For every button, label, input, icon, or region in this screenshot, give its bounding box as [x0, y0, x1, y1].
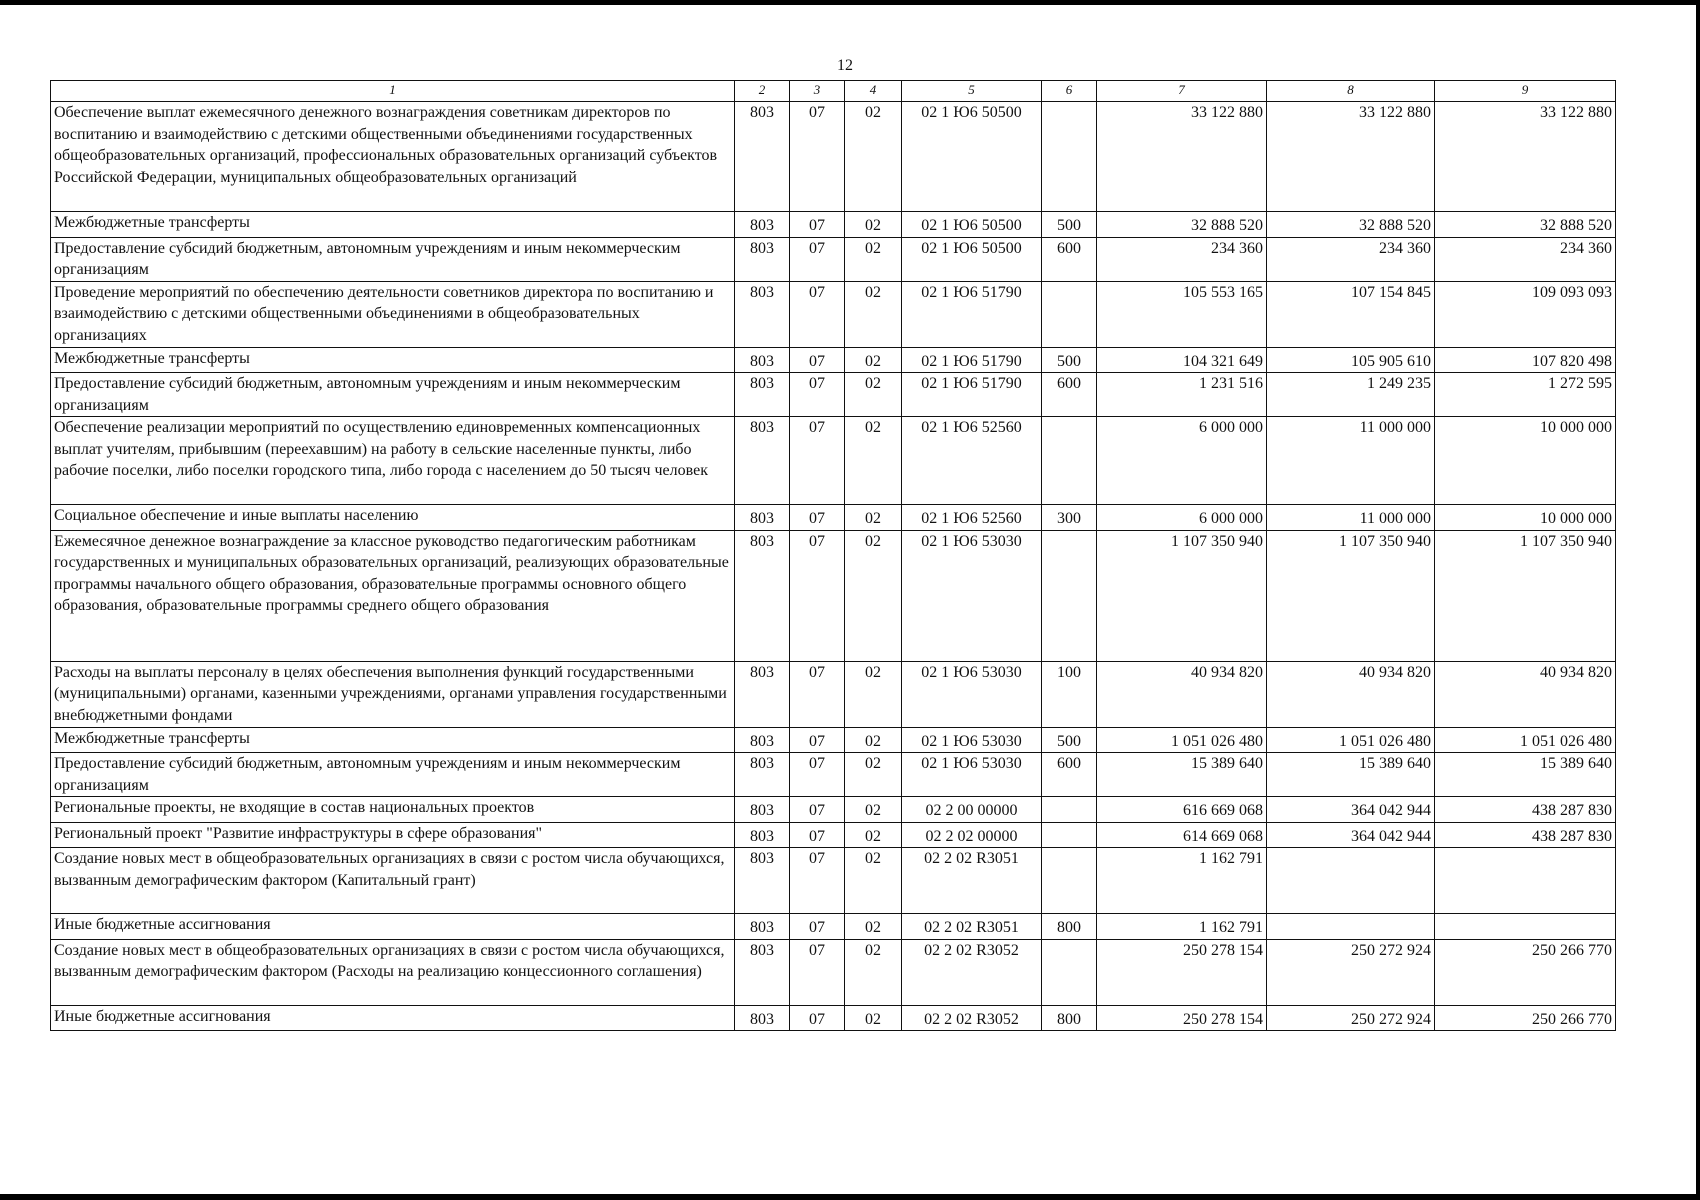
code-gr: 803: [735, 281, 790, 347]
amount-col7: 234 360: [1097, 237, 1267, 281]
amount-col7: 32 888 520: [1097, 212, 1267, 238]
code-rz: 07: [790, 102, 845, 212]
code-pr: 02: [845, 661, 902, 727]
table-row: [51, 347, 1616, 373]
code-vr: [1042, 530, 1097, 661]
row-description: Проведение мероприятий по обеспечению деятельности советников директора по воспитанию и взаимодействию с детскими общественными объединениями в общеобразовательных организациях: [51, 281, 735, 347]
amount-col9: 10 000 000: [1435, 417, 1616, 505]
table-row: [51, 417, 1616, 505]
code-gr: 803: [735, 417, 790, 505]
header-row: [51, 81, 1616, 102]
code-vr: [1042, 848, 1097, 914]
code-gr: 803: [735, 347, 790, 373]
code-pr: 02: [845, 281, 902, 347]
code-vr: 500: [1042, 347, 1097, 373]
amount-col7: 616 669 068: [1097, 797, 1267, 823]
amount-col7: 614 669 068: [1097, 822, 1267, 848]
code-pr: 02: [845, 822, 902, 848]
code-vr: [1042, 281, 1097, 347]
amount-col7: 105 553 165: [1097, 281, 1267, 347]
amount-col9: 15 389 640: [1435, 753, 1616, 797]
amount-col8: 107 154 845: [1267, 281, 1435, 347]
code-pr: 02: [845, 102, 902, 212]
amount-col8: 364 042 944: [1267, 822, 1435, 848]
table-row: [51, 237, 1616, 281]
code-pr: 02: [845, 373, 902, 417]
code-gr: 803: [735, 102, 790, 212]
code-csr: 02 2 00 00000: [902, 797, 1042, 823]
table-row: [51, 505, 1616, 531]
table-row: [51, 797, 1616, 823]
amount-col7: 1 107 350 940: [1097, 530, 1267, 661]
code-rz: 07: [790, 347, 845, 373]
code-rz: 07: [790, 661, 845, 727]
amount-col9: 438 287 830: [1435, 797, 1616, 823]
code-pr: 02: [845, 848, 902, 914]
code-csr: 02 1 Ю6 53030: [902, 661, 1042, 727]
code-rz: 07: [790, 822, 845, 848]
code-pr: 02: [845, 417, 902, 505]
table-row: [51, 661, 1616, 727]
amount-col9: 1 051 026 480: [1435, 727, 1616, 753]
row-description: Социальное обеспечение и иные выплаты населению: [51, 505, 735, 531]
amount-col8: 250 272 924: [1267, 939, 1435, 1005]
row-description: Предоставление субсидий бюджетным, автономным учреждениям и иным некоммерческим организациям: [51, 237, 735, 281]
code-pr: 02: [845, 727, 902, 753]
table-body: [51, 102, 1616, 1031]
row-description: Обеспечение реализации мероприятий по осуществлению единовременных компенсационных выплат учителям, прибывшим (переехавшим) на работу в сельские населенные пункты, либо рабочие поселки, либо поселки городского типа, либо города с населением до 50 тысяч человек: [51, 417, 735, 505]
code-gr: 803: [735, 914, 790, 940]
code-rz: 07: [790, 753, 845, 797]
amount-col7: 6 000 000: [1097, 417, 1267, 505]
column-header-3: 3: [790, 81, 845, 102]
code-csr: 02 1 Ю6 51790: [902, 347, 1042, 373]
scan-border-top: [0, 0, 1700, 5]
code-csr: 02 1 Ю6 52560: [902, 505, 1042, 531]
code-gr: 803: [735, 212, 790, 238]
code-vr: 600: [1042, 237, 1097, 281]
column-header-4: 4: [845, 81, 902, 102]
code-csr: 02 1 Ю6 53030: [902, 530, 1042, 661]
amount-col8: 250 272 924: [1267, 1005, 1435, 1031]
table-row: [51, 753, 1616, 797]
amount-col7: 250 278 154: [1097, 939, 1267, 1005]
row-description: Региональный проект "Развитие инфраструктуры в сфере образования": [51, 822, 735, 848]
amount-col8: 1 051 026 480: [1267, 727, 1435, 753]
code-pr: 02: [845, 530, 902, 661]
code-csr: 02 2 02 R3051: [902, 848, 1042, 914]
amount-col8: 11 000 000: [1267, 505, 1435, 531]
amount-col8: 11 000 000: [1267, 417, 1435, 505]
amount-col7: 33 122 880: [1097, 102, 1267, 212]
column-header-8: 8: [1267, 81, 1435, 102]
row-description: Предоставление субсидий бюджетным, автономным учреждениям и иным некоммерческим организациям: [51, 373, 735, 417]
amount-col7: 15 389 640: [1097, 753, 1267, 797]
scan-border-right: [1696, 0, 1700, 1200]
code-pr: 02: [845, 212, 902, 238]
code-csr: 02 1 Ю6 53030: [902, 753, 1042, 797]
code-pr: 02: [845, 505, 902, 531]
code-rz: 07: [790, 530, 845, 661]
page-number: 12: [837, 57, 853, 74]
code-rz: 07: [790, 237, 845, 281]
table-row: [51, 939, 1616, 1005]
amount-col9: 234 360: [1435, 237, 1616, 281]
amount-col9: 438 287 830: [1435, 822, 1616, 848]
code-csr: 02 1 Ю6 51790: [902, 281, 1042, 347]
row-description: Межбюджетные трансферты: [51, 727, 735, 753]
code-gr: 803: [735, 530, 790, 661]
amount-col7: 1 162 791: [1097, 914, 1267, 940]
code-csr: 02 2 02 00000: [902, 822, 1042, 848]
amount-col9: 107 820 498: [1435, 347, 1616, 373]
table-row: [51, 914, 1616, 940]
code-csr: 02 1 Ю6 52560: [902, 417, 1042, 505]
amount-col8: 105 905 610: [1267, 347, 1435, 373]
code-csr: 02 1 Ю6 53030: [902, 727, 1042, 753]
code-gr: 803: [735, 237, 790, 281]
code-vr: [1042, 797, 1097, 823]
amount-col9: 250 266 770: [1435, 1005, 1616, 1031]
code-rz: 07: [790, 281, 845, 347]
code-rz: 07: [790, 417, 845, 505]
code-csr: 02 2 02 R3051: [902, 914, 1042, 940]
budget-table: [50, 80, 1616, 1031]
row-description: Создание новых мест в общеобразовательных организациях в связи с ростом числа обучающихся, вызванным демографическим фактором (Расходы на реализацию концессионного соглашения): [51, 939, 735, 1005]
table-row: [51, 212, 1616, 238]
code-csr: 02 2 02 R3052: [902, 1005, 1042, 1031]
amount-col9: 1 272 595: [1435, 373, 1616, 417]
amount-col8: 1 249 235: [1267, 373, 1435, 417]
table-row: [51, 848, 1616, 914]
row-description: Межбюджетные трансферты: [51, 212, 735, 238]
amount-col8: 40 934 820: [1267, 661, 1435, 727]
code-vr: 300: [1042, 505, 1097, 531]
code-csr: 02 1 Ю6 51790: [902, 373, 1042, 417]
amount-col8: [1267, 914, 1435, 940]
column-header-5: 5: [902, 81, 1042, 102]
column-header-7: 7: [1097, 81, 1267, 102]
amount-col7: 104 321 649: [1097, 347, 1267, 373]
amount-col9: 32 888 520: [1435, 212, 1616, 238]
code-pr: 02: [845, 797, 902, 823]
code-vr: 600: [1042, 753, 1097, 797]
code-gr: 803: [735, 727, 790, 753]
code-rz: 07: [790, 373, 845, 417]
row-description: Межбюджетные трансферты: [51, 347, 735, 373]
code-rz: 07: [790, 1005, 845, 1031]
code-rz: 07: [790, 939, 845, 1005]
amount-col8: 32 888 520: [1267, 212, 1435, 238]
code-vr: [1042, 102, 1097, 212]
amount-col9: 33 122 880: [1435, 102, 1616, 212]
code-pr: 02: [845, 347, 902, 373]
code-rz: 07: [790, 212, 845, 238]
amount-col7: 6 000 000: [1097, 505, 1267, 531]
code-vr: 100: [1042, 661, 1097, 727]
amount-col7: 250 278 154: [1097, 1005, 1267, 1031]
code-csr: 02 1 Ю6 50500: [902, 102, 1042, 212]
row-description: Региональные проекты, не входящие в состав национальных проектов: [51, 797, 735, 823]
amount-col7: 40 934 820: [1097, 661, 1267, 727]
code-gr: 803: [735, 797, 790, 823]
column-header-2: 2: [735, 81, 790, 102]
amount-col7: 1 231 516: [1097, 373, 1267, 417]
amount-col9: [1435, 848, 1616, 914]
table-row: [51, 822, 1616, 848]
code-vr: 500: [1042, 212, 1097, 238]
amount-col9: 109 093 093: [1435, 281, 1616, 347]
row-description: Иные бюджетные ассигнования: [51, 1005, 735, 1031]
amount-col9: 1 107 350 940: [1435, 530, 1616, 661]
code-rz: 07: [790, 727, 845, 753]
code-vr: [1042, 822, 1097, 848]
code-csr: 02 2 02 R3052: [902, 939, 1042, 1005]
amount-col8: [1267, 848, 1435, 914]
code-pr: 02: [845, 237, 902, 281]
amount-col7: 1 051 026 480: [1097, 727, 1267, 753]
code-gr: 803: [735, 373, 790, 417]
row-description: Обеспечение выплат ежемесячного денежного вознаграждения советникам директоров по воспитанию и взаимодействию с детскими общественными объединениями государственных общеобразовательных организаций, профессиональных образовательных организаций субъектов Российской Федерации, муниципальных общеобразовательных организаций: [51, 102, 735, 212]
code-csr: 02 1 Ю6 50500: [902, 237, 1042, 281]
column-header-6: 6: [1042, 81, 1097, 102]
code-rz: 07: [790, 848, 845, 914]
code-csr: 02 1 Ю6 50500: [902, 212, 1042, 238]
code-pr: 02: [845, 939, 902, 1005]
scan-border-bottom: [0, 1194, 1700, 1200]
amount-col9: 40 934 820: [1435, 661, 1616, 727]
code-gr: 803: [735, 753, 790, 797]
code-gr: 803: [735, 939, 790, 1005]
code-vr: [1042, 417, 1097, 505]
amount-col8: 364 042 944: [1267, 797, 1435, 823]
code-gr: 803: [735, 661, 790, 727]
amount-col9: 10 000 000: [1435, 505, 1616, 531]
code-rz: 07: [790, 505, 845, 531]
amount-col7: 1 162 791: [1097, 848, 1267, 914]
row-description: Создание новых мест в общеобразовательных организациях в связи с ростом числа обучающихся, вызванным демографическим фактором (Капитальный грант): [51, 848, 735, 914]
table-row: [51, 102, 1616, 212]
amount-col8: 33 122 880: [1267, 102, 1435, 212]
amount-col9: 250 266 770: [1435, 939, 1616, 1005]
amount-col9: [1435, 914, 1616, 940]
code-gr: 803: [735, 505, 790, 531]
row-description: Ежемесячное денежное вознаграждение за классное руководство педагогическим работникам государственных и муниципальных образовательных организаций, реализующих образовательные программы начального общего образования, образовательные программы основного общего образования, образовательные программы среднего общего образования: [51, 530, 735, 661]
amount-col8: 15 389 640: [1267, 753, 1435, 797]
row-description: Предоставление субсидий бюджетным, автономным учреждениям и иным некоммерческим организациям: [51, 753, 735, 797]
table-row: [51, 1005, 1616, 1031]
table-row: [51, 727, 1616, 753]
code-vr: 800: [1042, 1005, 1097, 1031]
code-vr: [1042, 939, 1097, 1005]
table-row: [51, 530, 1616, 661]
code-vr: 800: [1042, 914, 1097, 940]
code-pr: 02: [845, 753, 902, 797]
code-gr: 803: [735, 822, 790, 848]
code-pr: 02: [845, 914, 902, 940]
column-header-1: 1: [51, 81, 735, 102]
code-gr: 803: [735, 848, 790, 914]
table-row: [51, 373, 1616, 417]
amount-col8: 234 360: [1267, 237, 1435, 281]
code-vr: 600: [1042, 373, 1097, 417]
row-description: Иные бюджетные ассигнования: [51, 914, 735, 940]
code-pr: 02: [845, 1005, 902, 1031]
amount-col8: 1 107 350 940: [1267, 530, 1435, 661]
code-vr: 500: [1042, 727, 1097, 753]
code-rz: 07: [790, 914, 845, 940]
table-row: [51, 281, 1616, 347]
code-rz: 07: [790, 797, 845, 823]
code-gr: 803: [735, 1005, 790, 1031]
row-description: Расходы на выплаты персоналу в целях обеспечения выполнения функций государственными (муниципальными) органами, казенными учреждениями, органами управления государственными внебюджетными фондами: [51, 661, 735, 727]
column-header-9: 9: [1435, 81, 1616, 102]
